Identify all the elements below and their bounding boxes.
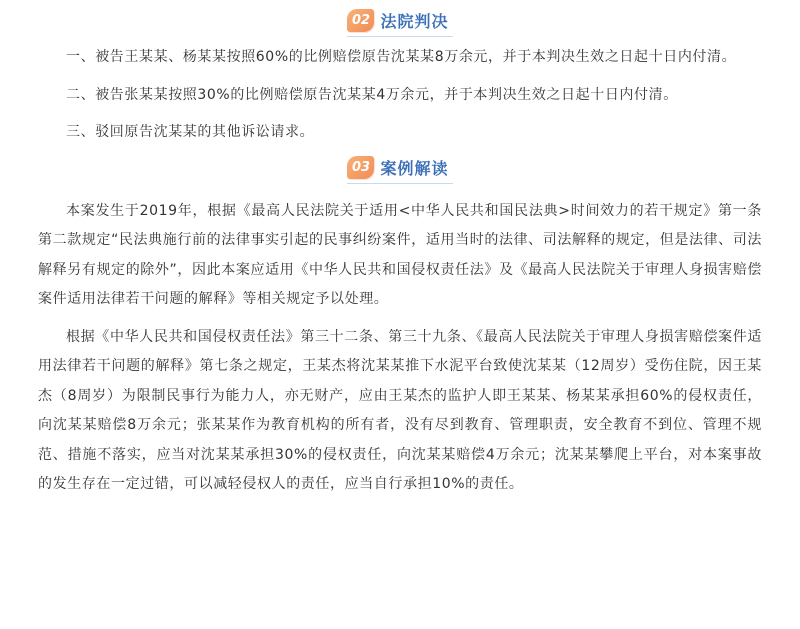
section-title: 法院判决 [380,12,449,31]
section-heading [38,3,762,43]
section-heading [38,150,762,190]
judgment-item-3: 三、驳回原告沈某某的其他诉讼请求。 [66,124,315,140]
section-title: 案例解读 [380,158,449,178]
judgment-item-2: 二、被告张某某按照30%的比例赔偿原告沈某某4万余元，并于本判决生效之日起十日内付清。 [66,86,678,103]
section-heading-inner [347,156,452,184]
analysis-paragraph-1: 本案发生于2019年，根据《最高人民法院关于适用<中华人民共和国民法典>时间效力的若干规定》第一条第二款规定“民法典施行前的法律事实引起的民事纠纷案件，适用当时的法律、司法解释的规定，但是法律、司法解释另有规定的除外”，因此本案应适用《中华人民共和国侵权责任法》及《最高人民法院关于审理人身损害赔偿案件适用法律若干问题的解释》等相关规定予以处理。 [38,202,762,307]
analysis-paragraph-2: 根据《中华人民共和国侵权责任法》第三十二条、第三十九条、《最高人民法院关于审理人身损害赔偿案件适用法律若干问题的解释》第七条之规定，王某杰将沈某某推下水泥平台致使沈某某（12周岁）受伤住院，因王某杰（8周岁）为限制民事行为能力人，亦无财产，应由王某杰的监护人即王某某、杨某某承担60%的侵权责任，向沈某某赔偿8万余元；张某某作为教育机构的所有者，没有尽到教育、管理职责，安全教育不到位、管理不规范、措施不落实，应当对沈某某承担30%的侵权责任，向沈某某赔偿4万余元；沈某某攀爬上平台，对本案事故的发生存在一定过错，可以减轻侵权人的责任，应当自行承担10%的责任。 [38,328,762,492]
section-heading-inner [347,9,452,37]
section-court-judgment [38,0,762,148]
section-case-analysis [38,150,762,500]
section-number-badge: 02 [347,9,374,32]
judgment-item-1: 一、被告王某某、杨某某按照60%的比例赔偿原告沈某某8万余元，并于本判决生效之日起十日内付清。 [66,49,737,65]
section-number-badge: 03 [347,156,374,179]
